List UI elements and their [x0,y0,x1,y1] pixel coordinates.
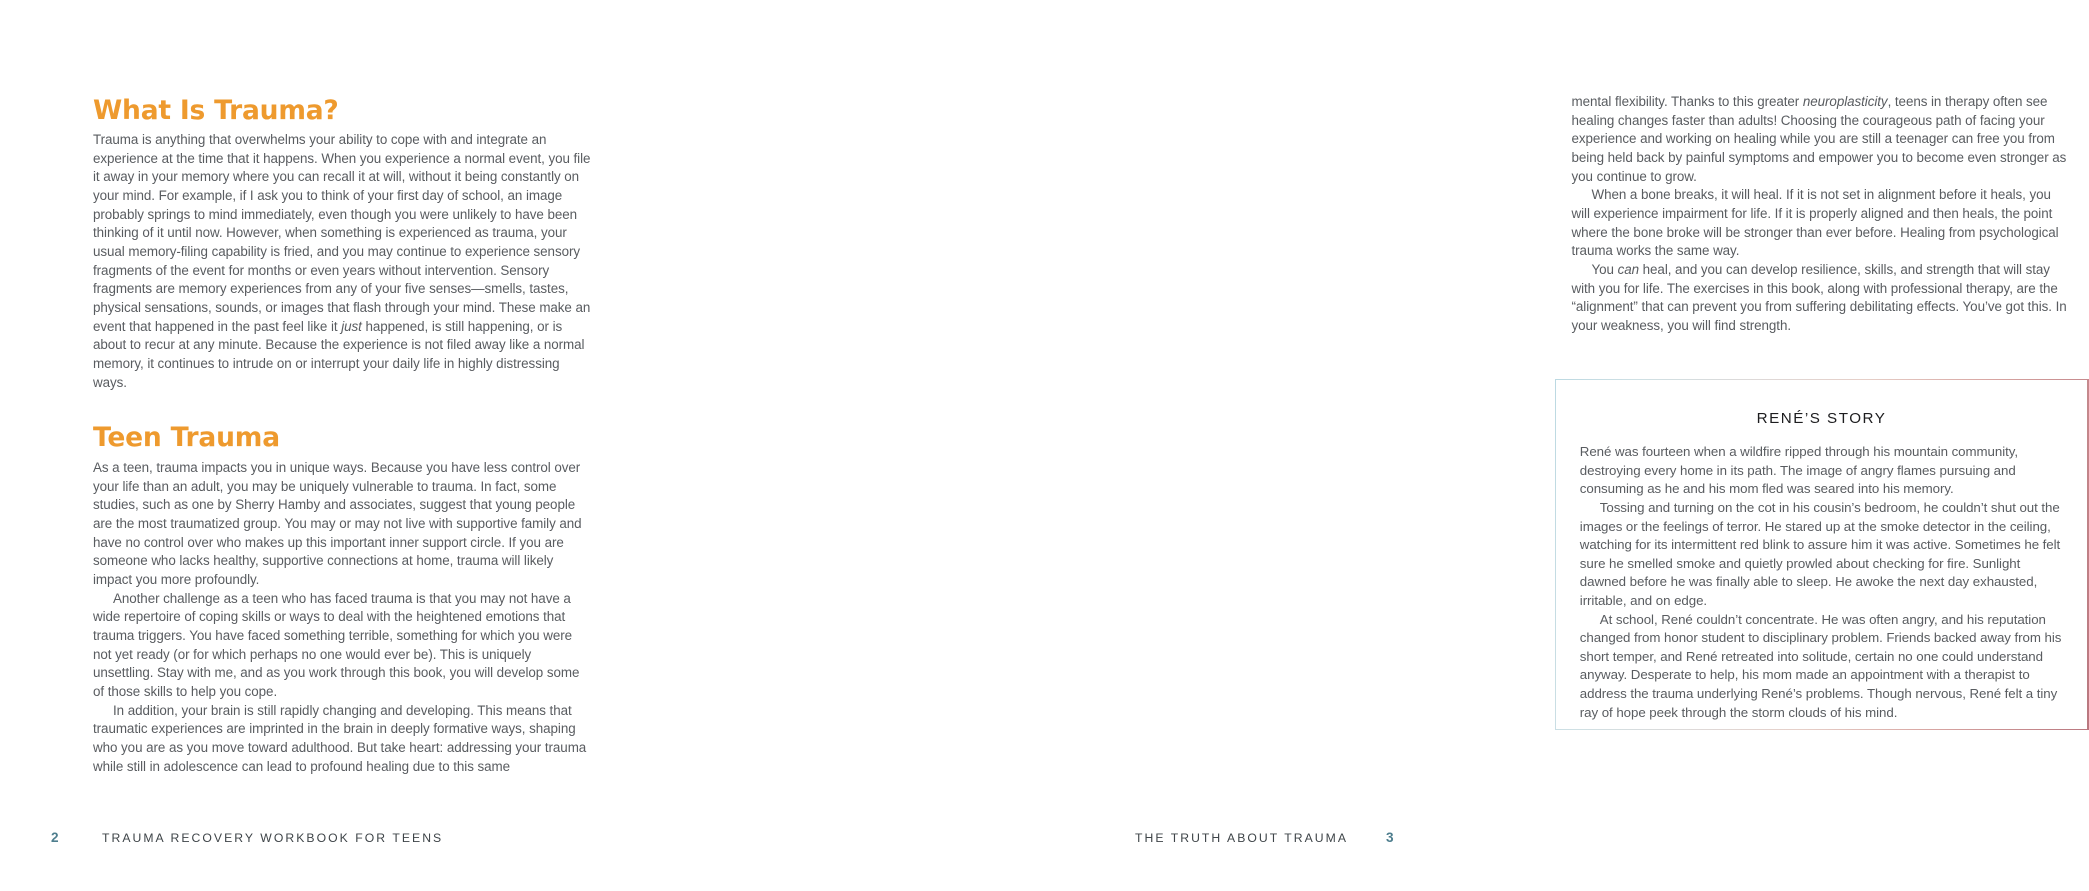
emphasis-neuroplasticity: neuroplasticity [1802,94,1888,109]
paragraph-text-part-1: Trauma is anything that overwhelms your ability to cope with and integrate an experience at the time that it happens. When you experience a normal event, you file it away in your memory where you can recall it at will, without it being constantly on your mind. For example, if I ask you to think of your first day of school, an image probably springs to mind immediately, even though you were unlikely to have been thinking of it until now. However, when something is experienced as trauma, your usual memory-filing capability is fried, and you may continue to experience sensory fragments of the event for months or even years without intervention. Sensory fragments are memory experiences from any of your five senses—smells, tastes, physical sensations, sounds, or images that flash through your mind. These make an event that happened in the past feel like it [93,132,591,334]
heading-what-is-trauma: What Is Trauma? [93,95,339,126]
running-head-left: TRAUMA RECOVERY WORKBOOK FOR TEENS [101,831,444,845]
paragraph-teen-impacts: As a teen, trauma impacts you in unique ways. Because you have less control over your life than an adult, you may be uniquely vulnerable to trauma. In fact, some studies, such as one by Sherry Hamby and associates, suggest that young people are the most traumatized group. You may or may not live with supportive family and have no control over who makes up this important inner support circle. If you are someone who lacks healthy, supportive connections at home, trauma will likely impact you more profoundly. [93,460,582,587]
paragraph-text-part-1: You [1591,261,1618,277]
heading-teen-trauma: Teen Trauma [93,422,280,453]
story-sidebar-inner [1556,380,2087,728]
paragraph-text-part-1: mental flexibility. Thanks to this greater [1571,94,1803,109]
left-paragraph-group-2 [93,459,593,776]
paragraph-coping-skills: Another challenge as a teen who has faced trauma is that you may not have a wide repertoire of coping skills or ways to deal with the heightened emotions that trauma triggers. You have faced something terrible, something for which you were not yet ready (or for which perhaps no one would ever be). This is uniquely unsettling. Stay with me, and as you work through this book, you will develop some of those skills to help you cope. [93,590,580,699]
story-paragraph-2: Tossing and turning on the cot in his cousin’s bedroom, he couldn’t shut out the images or the feelings of terror. He stared up at the smoke detector in the ceiling, watching for its intermittent red blink to assure him it was active. Sometimes he felt sure he smelled smoke and quietly prowled about checking for fire. Sunlight dawned before he was finally able to sleep. He awoke the next day exhausted, irritable, and on edge. [1579,500,2061,609]
story-paragraph-1: René was fourteen when a wildfire ripped through his mountain community, destroying every home in its path. The image of angry flames pursuing and consuming as he and his mom fled was seared into his memory. [1579,444,2018,497]
paragraph-text-part-2: happened, is still happening, or is about to recur at any minute. Because the experience is not filed away like a normal memory, it continues to intrude on or interrupt your daily life in highly distressing ways. [93,318,585,390]
right-page-footer [1135,830,1394,845]
story-paragraph-3: At school, René couldn’t concentrate. He was often angry, and his reputation changed from honor student to disciplinary problem. Friends backed away from his short temper, and René retreated into solitude, certain no one could understand anyway. Desperate to help, his mom made an appointment with a therapist to address the trauma underlying René’s problems. Though nervous, René felt a tiny ray of hope peek through the storm clouds of his mind. [1579,611,2062,720]
left-paragraph-group-1 [93,131,593,392]
left-page-footer [51,830,443,845]
page-number-left: 2 [51,830,59,845]
page-number-right: 3 [1386,830,1394,845]
emphasis-can: can [1617,261,1639,277]
story-sidebar-box [1555,379,2089,730]
paragraph-trauma-definition [93,131,593,392]
paragraph-bone-analogy: When a bone breaks, it will heal. If it is not set in alignment before it heals, you will experience impairment for life. If it is properly aligned and then heals, the point where the bone broke will be stronger than ever before. Healing from psychological trauma works the same way. [1571,187,2059,259]
paragraph-text-part-2: heal, and you can develop resilience, skills, and strength that will stay with you for life. The exercises in this book, along with professional therapy, are the “alignment” that can prevent you from suffering debilitating effects. You’ve got this. In your weakness, you will find strength. [1571,261,2067,333]
left-page [0,0,723,891]
right-page [723,0,2067,891]
running-head-right: THE TRUTH ABOUT TRAUMA [1134,831,1349,845]
paragraph-brain-development: In addition, your brain is still rapidly changing and developing. This means that traumatic experiences are imprinted in the brain in deeply formative ways, shaping who you are as you move toward adulthood. But take heart: addressing your trauma while still in adolescence can lead to profound healing due to this same [93,702,587,774]
paragraph-you-can-heal [1572,261,2072,336]
story-title: RENÉ’S STORY [1756,410,1887,428]
emphasis-just: just [341,318,362,334]
paragraph-neuroplasticity [1572,93,2072,186]
paragraph-text-part-2: , teens in therapy often see healing changes faster than adults! Choosing the courageous path of facing your experience and working on healing while you are still a teenager can free you from being held back by painful symptoms and empower you to become even stronger as you continue to grow. [1571,94,2067,184]
right-paragraph-group-1 [1572,93,2072,336]
